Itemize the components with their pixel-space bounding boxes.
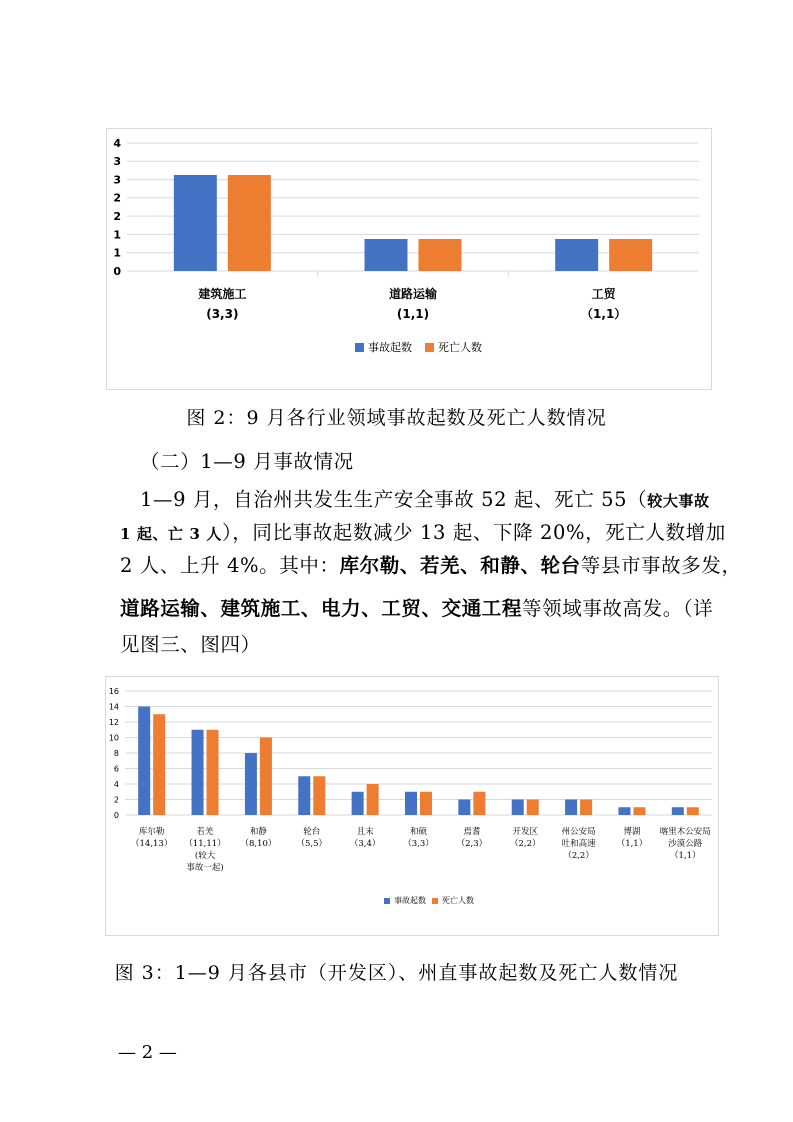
bar-deaths	[153, 714, 165, 815]
paragraph-bold-text: 道路运输、建筑施工、电力、工贸、交通工程	[120, 597, 523, 620]
category-label: 轮台	[303, 827, 321, 837]
category-label: 库尔勒	[138, 827, 165, 837]
paragraph-text: 2 人、上升 4%。其中：	[120, 554, 340, 577]
bar-deaths	[260, 738, 272, 816]
y-tick-label: 2	[113, 209, 121, 223]
category-label: （11,11）	[184, 839, 226, 849]
category-label: （3,4）	[349, 839, 381, 849]
paragraph-text: 等县市事故多发，	[580, 554, 742, 577]
bar-deaths	[687, 807, 699, 815]
bar-deaths	[228, 175, 271, 271]
legend-label: 死亡人数	[438, 341, 482, 354]
category-label: （3,3）	[403, 839, 434, 849]
bar-accidents	[352, 792, 364, 815]
paragraph-line-2	[120, 521, 726, 546]
bar-accidents	[458, 800, 470, 816]
category-label: 博湖	[623, 827, 641, 837]
bar-deaths	[580, 800, 592, 816]
bar-deaths	[419, 239, 462, 271]
figure-2-caption: 图 2：9 月各行业领域事故起数及死亡人数情况	[186, 407, 607, 429]
category-label: （2,2）	[509, 839, 541, 849]
category-label: (较大	[194, 851, 216, 861]
bar-accidents	[618, 807, 630, 815]
bar-deaths	[473, 792, 485, 815]
y-tick-label: 2	[113, 191, 121, 205]
county-bar-chart-svg	[106, 677, 720, 937]
category-label: （1,1）	[581, 307, 627, 321]
bar-accidents	[672, 807, 684, 815]
figure-3-caption: 图 3：1—9 月各县市（开发区）、州直事故起数及死亡人数情况	[114, 962, 679, 984]
category-label: 喀里木公安局	[659, 827, 711, 837]
page-number: — 2 —	[118, 1042, 177, 1063]
category-label: （1,1）	[670, 851, 701, 861]
category-label: (1,1)	[396, 307, 430, 321]
bar-deaths	[633, 807, 645, 815]
legend-label: 事故起数	[368, 341, 412, 354]
bar-accidents	[565, 800, 577, 816]
paragraph-text: ），同比事故起数减少 13 起、下降 20%，死亡人数增加	[221, 521, 726, 544]
y-tick-label: 14	[108, 702, 119, 712]
category-label: 和硕	[409, 827, 428, 837]
category-label: 开发区	[512, 827, 538, 837]
bar-deaths	[527, 800, 539, 816]
bar-accidents	[365, 239, 408, 271]
bar-accidents	[555, 239, 598, 271]
legend-swatch	[384, 898, 390, 904]
bar-accidents	[174, 175, 217, 271]
paragraph-line-1	[140, 488, 710, 513]
category-label: 事故一起)	[186, 863, 224, 873]
bar-deaths	[609, 239, 652, 271]
paragraph-text: 等领域事故高发。（详	[522, 597, 714, 620]
paragraph-line-4	[120, 597, 714, 621]
y-tick-label: 12	[108, 717, 119, 727]
y-tick-label: 16	[108, 686, 119, 696]
legend-label: 死亡人数	[442, 896, 474, 905]
y-tick-label: 1	[113, 246, 121, 260]
category-label: 若羌	[196, 827, 214, 837]
y-tick-label: 0	[113, 810, 119, 820]
legend-label: 事故起数	[394, 896, 426, 905]
category-label: （2,2）	[563, 851, 594, 861]
category-label: (3,3)	[206, 307, 239, 321]
paragraph-bold-text: 较大事故	[647, 492, 710, 510]
paragraph-line-5: 见图三、图四）	[120, 633, 261, 656]
bar-deaths	[207, 730, 219, 815]
y-tick-label: 10	[108, 733, 119, 743]
category-label: 和静	[249, 827, 267, 837]
legend-swatch	[425, 343, 434, 352]
bar-deaths	[313, 776, 325, 815]
y-tick-label: 3	[113, 173, 121, 187]
paragraph-bold-text: 库尔勒、若羌、和静、轮台	[339, 554, 581, 577]
county-bar-chart	[105, 676, 719, 936]
industry-bar-chart-svg	[107, 129, 713, 391]
bar-accidents	[245, 753, 257, 815]
category-label: 道路运输	[388, 287, 438, 301]
bar-accidents	[512, 800, 524, 816]
y-tick-label: 1	[113, 228, 121, 242]
category-label: （2,3）	[456, 839, 488, 849]
paragraph-bold-text: 1 起、亡 3 人	[120, 525, 222, 543]
category-label: 州公安局	[561, 827, 596, 837]
category-label: 吐和高速	[561, 839, 596, 849]
section-heading: （二）1—9 月事故情况	[140, 450, 354, 473]
y-tick-label: 4	[113, 136, 121, 150]
bar-accidents	[138, 707, 150, 816]
category-label: （8,10）	[240, 839, 277, 849]
industry-bar-chart	[106, 128, 712, 390]
bar-deaths	[367, 784, 379, 815]
legend-swatch	[432, 898, 438, 904]
y-tick-label: 0	[113, 264, 121, 278]
legend-swatch	[355, 343, 364, 352]
y-tick-label: 2	[113, 795, 119, 805]
category-label: 建筑施工	[198, 287, 247, 301]
category-label: （14,13）	[131, 839, 173, 849]
category-label: 焉耆	[463, 827, 481, 837]
paragraph-text: 1—9 月，自治州共发生生产安全事故 52 起、死亡 55（	[140, 488, 648, 511]
category-label: 且末	[356, 827, 374, 837]
paragraph-line-3	[120, 554, 742, 578]
category-label: 工贸	[591, 287, 616, 301]
y-tick-label: 8	[113, 748, 119, 758]
bar-accidents	[298, 776, 310, 815]
bar-accidents	[192, 730, 204, 815]
y-tick-label: 3	[113, 155, 121, 169]
bar-accidents	[405, 792, 417, 815]
category-label: （5,5）	[296, 839, 328, 849]
y-tick-label: 4	[113, 779, 119, 789]
category-label: 沙漠公路	[668, 839, 703, 849]
bar-deaths	[420, 792, 432, 815]
y-tick-label: 6	[113, 764, 119, 774]
category-label: （1,1）	[616, 839, 648, 849]
